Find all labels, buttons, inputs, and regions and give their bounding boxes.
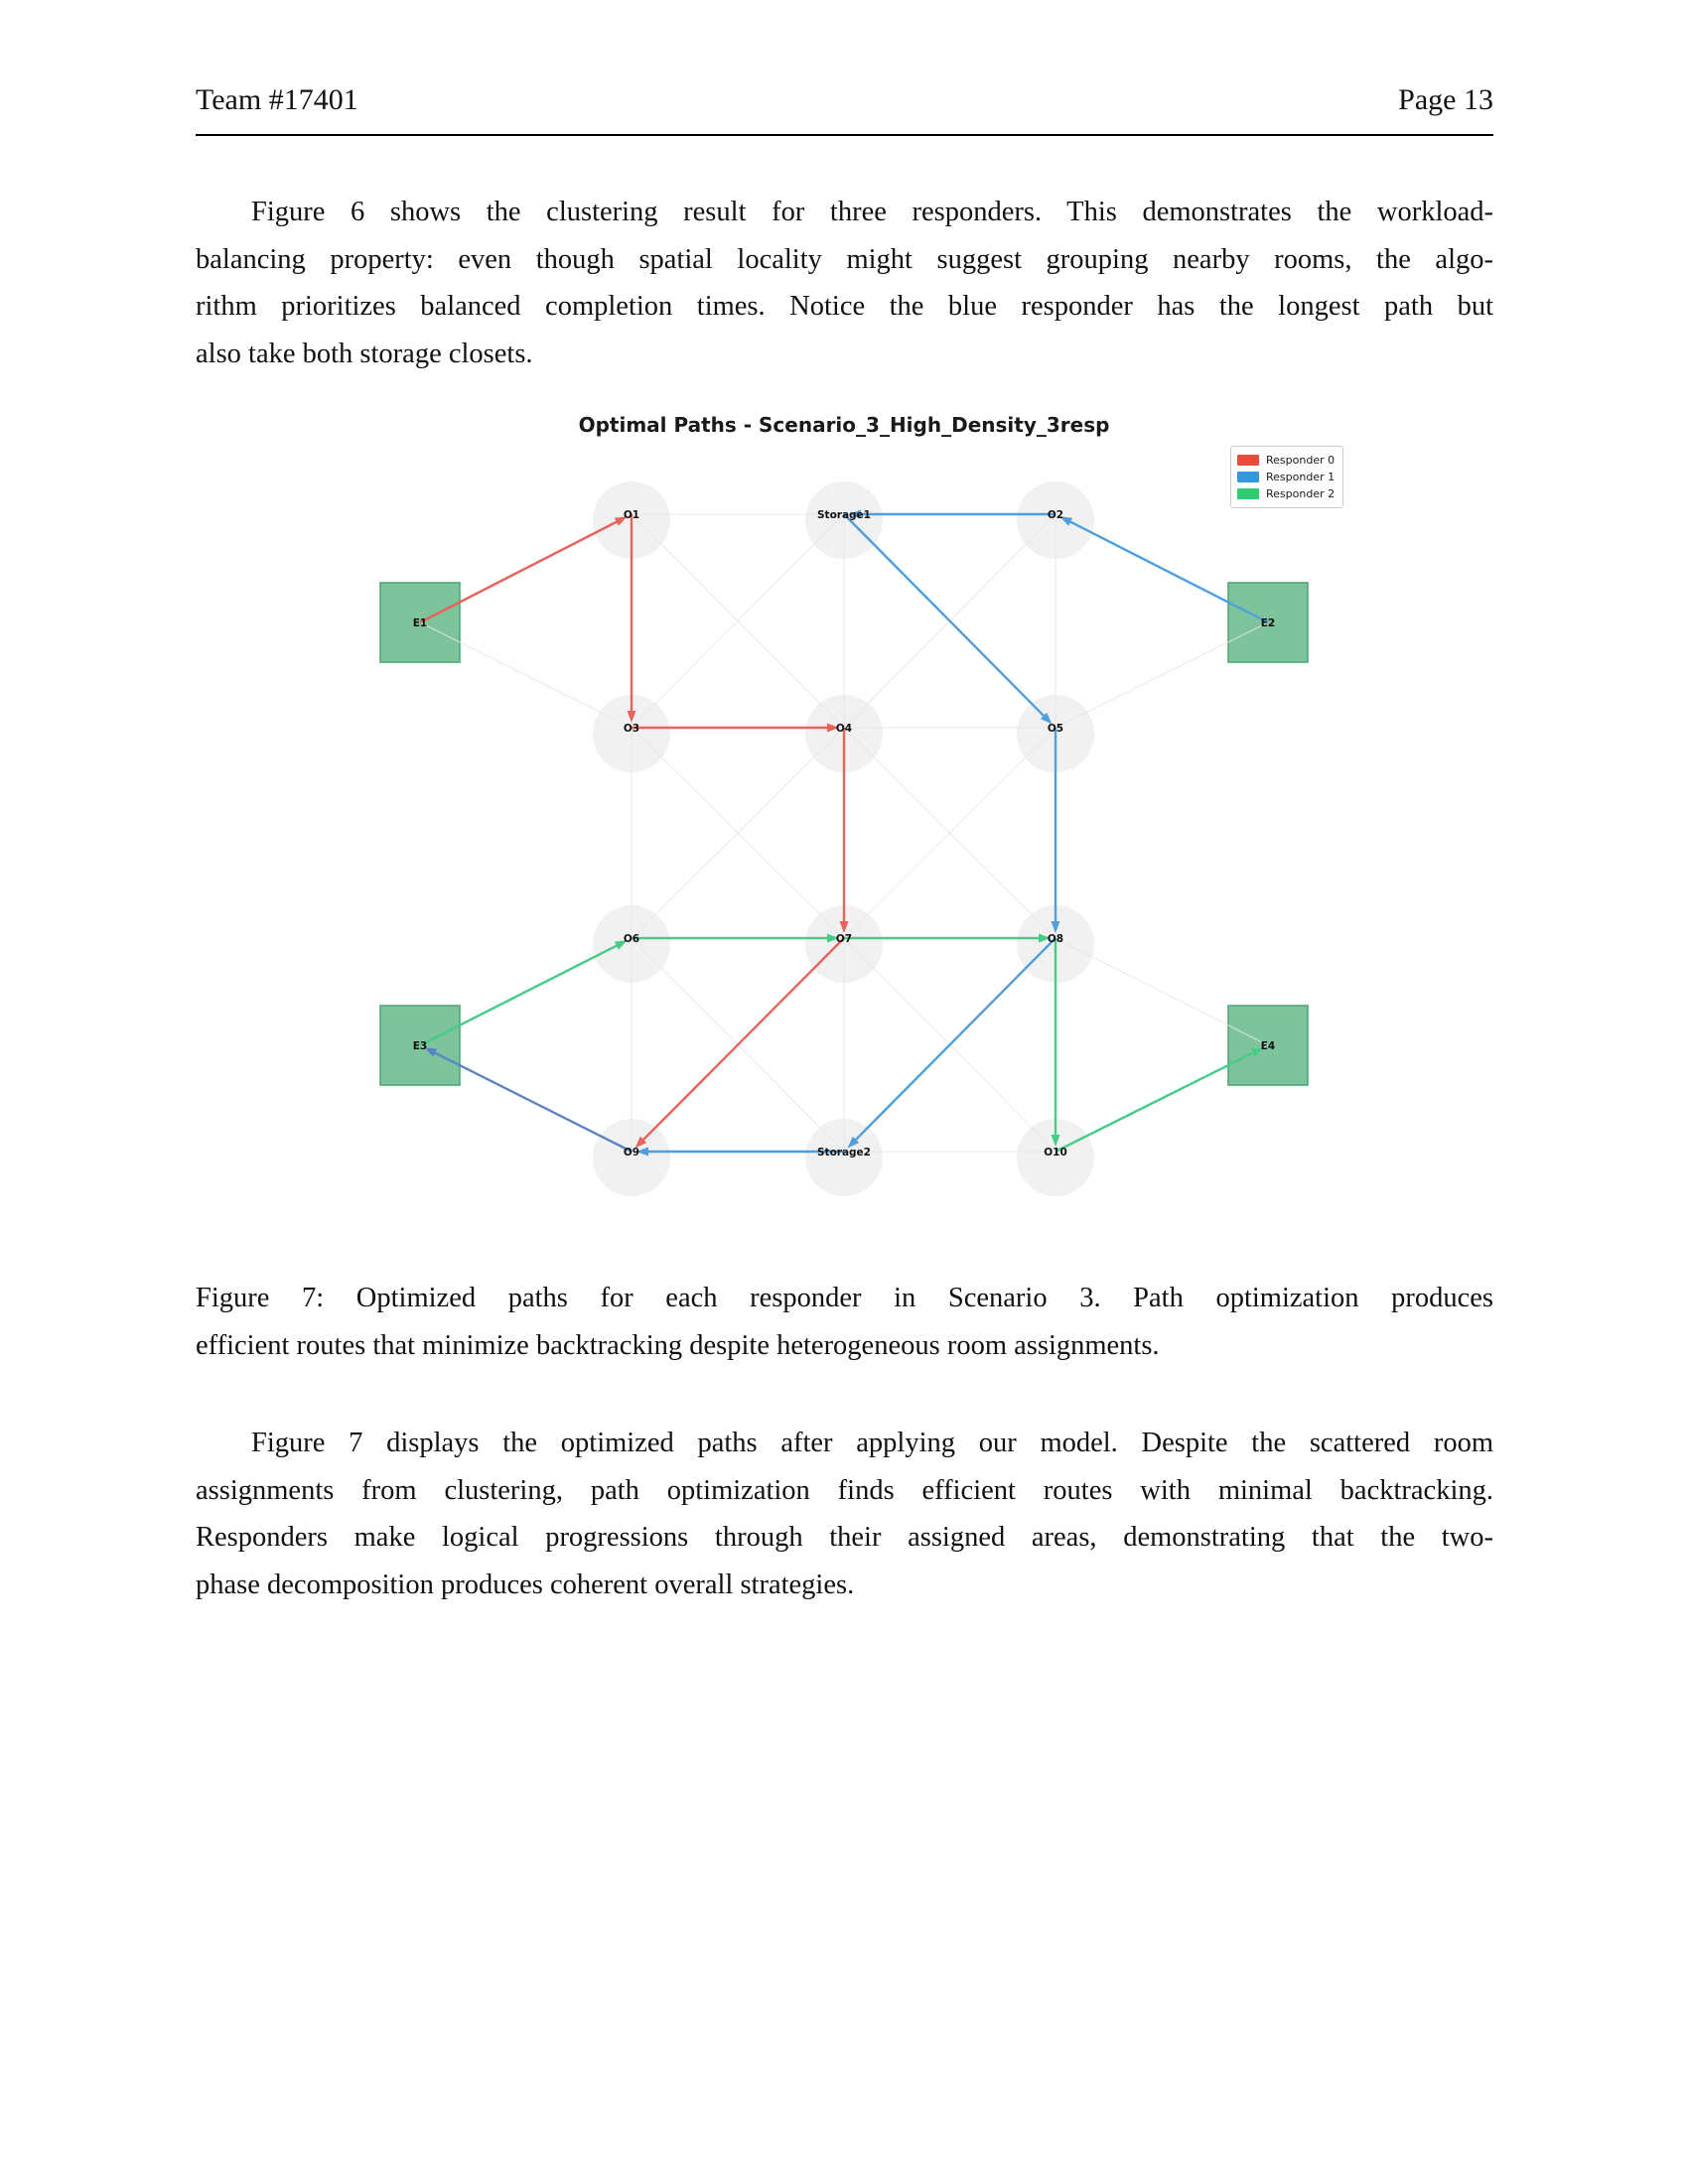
node-label-O6: O6 — [623, 933, 640, 945]
node-label-E2: E2 — [1260, 617, 1276, 629]
optimal-paths-graph — [348, 397, 1360, 1291]
node-label-Storage2: Storage2 — [816, 1147, 872, 1159]
node-label-O10: O10 — [1044, 1147, 1067, 1159]
team-number: Team #17401 — [196, 83, 358, 116]
text-line: Responders make logical progressions through their assigned areas, demonstrating that the two- — [196, 1522, 1493, 1553]
node-label-Storage1: Storage1 — [816, 509, 872, 521]
text-line: assignments from clustering, path optimization finds efficient routes with minimal backtracking. — [196, 1474, 1493, 1506]
text-line: balancing property: even though spatial locality might suggest grouping nearby rooms, the algo- — [196, 243, 1493, 275]
corridor-edge — [420, 622, 632, 728]
node-label-O2: O2 — [1047, 509, 1064, 521]
text-line: Figure 7 displays the optimized paths after applying our model. Despite the scattered room — [251, 1428, 1493, 1458]
paragraph-below-figure — [196, 1420, 1493, 1608]
node-label-E3: E3 — [412, 1040, 428, 1052]
text-line: rithm prioritizes balanced completion times. Notice the blue responder has the longest path but — [196, 291, 1493, 322]
responder-2-path-O10-to-E4 — [1055, 1051, 1255, 1152]
header-rule — [196, 134, 1493, 136]
text-line: Figure 7: Optimized paths for each responder in Scenario 3. Path optimization produces — [196, 1283, 1493, 1313]
node-label-O1: O1 — [623, 509, 640, 521]
page-number: Page 13 — [1398, 83, 1493, 116]
corridor-edge — [1055, 622, 1268, 728]
corridor-edge — [1055, 938, 1268, 1045]
legend-label: Responder 2 — [1266, 487, 1336, 500]
text-line: efficient routes that minimize backtracking despite heterogeneous room assignments. — [196, 1329, 1160, 1361]
node-label-O9: O9 — [623, 1147, 640, 1159]
text-line: phase decomposition produces coherent overall strategies. — [196, 1569, 855, 1600]
node-label-O5: O5 — [1047, 723, 1064, 735]
node-label-O3: O3 — [623, 723, 640, 735]
node-label-E4: E4 — [1260, 1040, 1276, 1052]
responder-1-path-E2-to-O2 — [1067, 520, 1268, 622]
responder-1-path-Storage1-to-O5 — [844, 514, 1046, 718]
responder-0-path-O7-to-O9 — [641, 938, 844, 1142]
node-label-O8: O8 — [1047, 933, 1064, 945]
text-line: also take both storage closets. — [196, 338, 533, 369]
figure-chart-title: Optimal Paths - Scenario_3_High_Density_3resp — [578, 413, 1110, 437]
responder-2-path-E3-to-O6 — [420, 944, 620, 1045]
text-line: Figure 6 shows the clustering result for three responders. This demonstrates the workload- — [251, 197, 1493, 227]
node-label-O4: O4 — [835, 723, 853, 735]
responder-1-path-O8-to-Storage2 — [854, 938, 1055, 1142]
page-header — [196, 83, 1493, 117]
legend-label: Responder 0 — [1266, 454, 1336, 467]
figure-caption — [196, 1275, 1493, 1369]
legend-label: Responder 1 — [1266, 471, 1336, 483]
responder-1-path-O9-to-E3 — [433, 1051, 632, 1152]
node-label-O7: O7 — [835, 933, 853, 945]
paragraph-above-figure — [196, 189, 1493, 377]
node-label-E1: E1 — [412, 617, 428, 629]
responder-0-path-E1-to-O1 — [420, 520, 620, 622]
